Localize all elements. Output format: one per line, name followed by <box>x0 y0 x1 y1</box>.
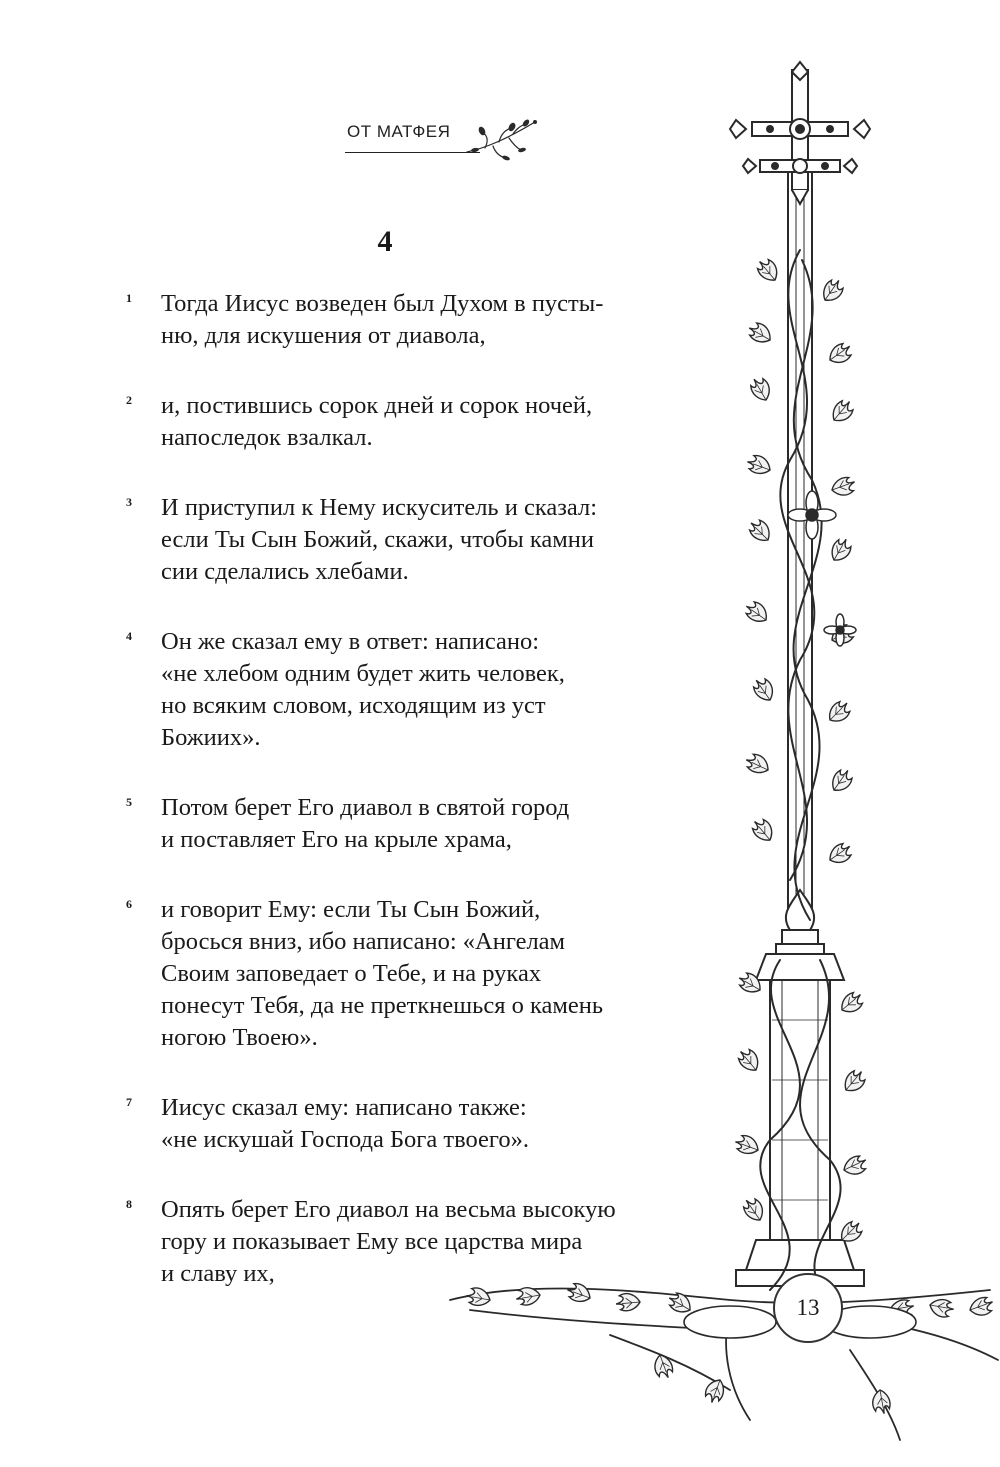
page-number: 13 <box>796 1295 820 1320</box>
verse-number: 8 <box>126 1197 132 1211</box>
verse-text: Он же сказал ему в ответ: написано: «не хлебом одним будет жить человек, но всяким словом, исходящим из уст Божиих». <box>161 628 565 751</box>
verse-text: и говорит Ему: если Ты Сын Божий, бросься вниз, ибо написано: «Ангелам Своим заповедает о Тебе, и на руках понесут Тебя, да не преткнешься о камень ногою Твоею». <box>161 896 604 1051</box>
verse-text: Потом берет Его диавол в святой город и поставляет Его на крыле храма, <box>161 794 570 853</box>
chapter-number: 4 <box>377 225 393 258</box>
verse-text: Иисус сказал ему: написано также: «не искушай Господа Бога твоего». <box>161 1094 529 1153</box>
verse-text: Тогда Иисус возведен был Духом в пусты- ню, для искушения от диавола, <box>161 290 604 349</box>
verse-number: 5 <box>126 795 132 809</box>
cross-column-ivy-icon <box>430 60 1000 1467</box>
verse-number: 3 <box>126 495 132 509</box>
verse-number: 6 <box>126 897 132 911</box>
running-header-title: ОТ МАТФЕЯ <box>347 122 451 141</box>
verse-text: и, постившись сорок дней и сорок ночей, напоследок взалкал. <box>161 392 593 451</box>
verse-text: Опять берет Его диавол на весьма высокую гору и показывает Ему все царства мира и славу их, <box>161 1196 616 1287</box>
verse-text: И приступил к Нему искуситель и сказал: если Ты Сын Божий, скажи, чтобы камни сии сделались хлебами. <box>161 494 598 585</box>
verse-number: 2 <box>126 393 132 407</box>
verse-number: 7 <box>126 1095 132 1109</box>
verse-number: 4 <box>126 629 132 643</box>
verse-number: 1 <box>126 291 132 305</box>
page-number-badge <box>773 1273 843 1343</box>
